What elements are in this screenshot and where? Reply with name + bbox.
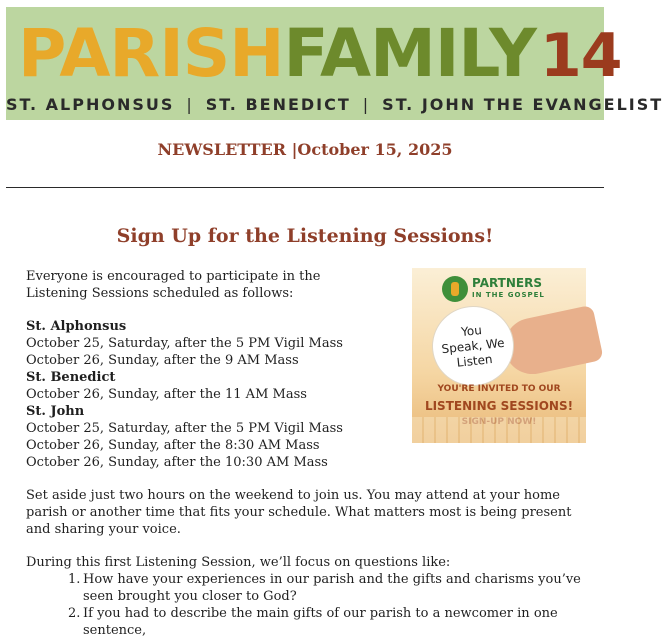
logo-text-partners: PARTNERS <box>472 276 542 290</box>
schedule-time: October 26, Sunday, after the 8:30 AM Mass <box>26 438 320 453</box>
masthead-number: 14 <box>539 21 622 91</box>
bubble-line: Speak, We <box>440 335 506 356</box>
parish-names <box>6 95 663 114</box>
bubble-line: Listen <box>455 351 494 370</box>
article-heading: Sign Up for the Listening Sessions! <box>116 225 494 247</box>
schedule-parish-name: St. Benedict <box>26 370 116 385</box>
question-number: 2. <box>68 606 81 621</box>
schedule-group <box>26 403 386 471</box>
schedule-parish-name: St. Alphonsus <box>26 319 127 334</box>
parish-name-alphonsus: ST. ALPHONSUS <box>6 95 175 114</box>
article-body <box>26 268 591 639</box>
bubble-line: You <box>460 322 483 339</box>
session-schedule <box>26 318 386 471</box>
question-text: If you had to describe the main gifts of our parish to a newcomer in one sentence, <box>83 606 558 638</box>
masthead-title <box>18 15 622 92</box>
schedule-parish-name: St. John <box>26 404 85 419</box>
promo-sessions-text: LISTENING SESSIONS! <box>424 399 574 413</box>
parish-separator: | <box>186 95 194 114</box>
promo-invite-text: YOU'RE INVITED TO OUR <box>437 384 561 394</box>
masthead-word-parish: PARISH <box>18 15 284 92</box>
question-text: How have your experiences in our parish and the gifts and charisms you’ve seen brought you closer to God? <box>83 572 581 604</box>
list-item <box>68 571 591 605</box>
schedule-time: October 25, Saturday, after the 5 PM Vigil Mass <box>26 336 343 351</box>
body-paragraph: Set aside just two hours on the weekend to join us. You may attend at your home parish or another time that fits your schedule. What matters most is being present and sharing your voice. <box>26 488 572 537</box>
schedule-time: October 26, Sunday, after the 9 AM Mass <box>26 353 299 368</box>
schedule-time: October 26, Sunday, after the 11 AM Mass <box>26 387 307 402</box>
list-item <box>68 605 591 639</box>
parish-name-john: ST. JOHN THE EVANGELIST <box>382 95 663 114</box>
logo-text-gospel: IN THE GOSPEL <box>472 291 545 299</box>
masthead-banner <box>6 7 663 120</box>
masthead-word-family: FAMILY <box>283 15 536 92</box>
schedule-time: October 26, Sunday, after the 10:30 AM Mass <box>26 455 328 470</box>
intro-paragraph: Everyone is encouraged to participate in the Listening Sessions scheduled as follows: <box>26 269 321 301</box>
questions-intro: During this first Listening Session, we’ll focus on questions like: <box>26 555 451 570</box>
parish-name-benedict: ST. BENEDICT <box>205 95 351 114</box>
divider <box>6 187 604 188</box>
newsletter-dateline: NEWSLETTER |October 15, 2025 <box>157 140 453 159</box>
schedule-group <box>26 369 386 403</box>
question-number: 1. <box>68 572 81 587</box>
parish-separator: | <box>362 95 371 114</box>
schedule-group <box>26 318 386 369</box>
questions-list <box>68 571 591 639</box>
schedule-time: October 25, Saturday, after the 5 PM Vigil Mass <box>26 421 343 436</box>
